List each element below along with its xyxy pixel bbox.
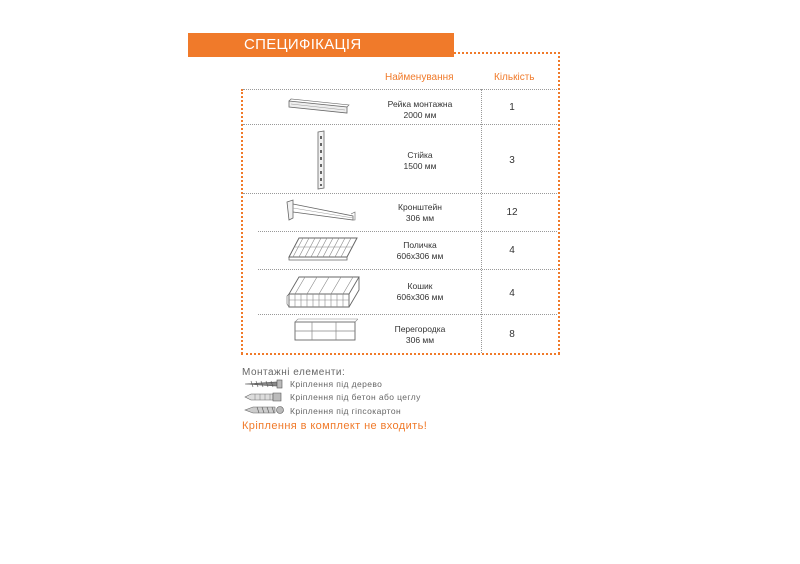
frame-top-border bbox=[454, 52, 560, 54]
frame-right-border bbox=[558, 52, 560, 354]
item-name: Кронштейн bbox=[398, 202, 442, 212]
mounting-warning: Кріплення в комплект не входить! bbox=[242, 420, 428, 432]
mounting-title: Монтажні елементи: bbox=[242, 367, 346, 378]
frame-bottom-border bbox=[241, 353, 560, 355]
item-size: 306 мм bbox=[405, 213, 435, 223]
table-row bbox=[375, 99, 465, 121]
row-separator bbox=[258, 231, 557, 232]
item-size: 306 мм bbox=[405, 335, 435, 345]
divider-icon bbox=[292, 318, 358, 344]
mounting-item-label: Кріплення під дерево bbox=[290, 379, 383, 389]
mounting-rail-icon bbox=[287, 97, 351, 117]
bracket-icon bbox=[283, 198, 359, 224]
item-qty: 1 bbox=[509, 102, 515, 113]
wire-shelf-icon bbox=[285, 235, 361, 263]
item-qty: 4 bbox=[509, 245, 515, 256]
item-name: Стійка bbox=[407, 150, 433, 160]
column-separator bbox=[481, 89, 482, 353]
table-row bbox=[375, 281, 465, 303]
item-size: 2000 мм bbox=[403, 110, 437, 120]
item-qty: 4 bbox=[509, 288, 515, 299]
drywall-anchor-icon bbox=[243, 404, 287, 416]
screw-icon bbox=[243, 378, 287, 390]
row-separator bbox=[243, 89, 557, 90]
item-name: Поличка bbox=[403, 240, 437, 250]
page-title: СПЕЦИФІКАЦІЯ bbox=[244, 36, 362, 53]
item-size: 606х306 мм bbox=[396, 251, 444, 261]
upright-icon bbox=[314, 130, 330, 190]
row-separator bbox=[243, 124, 557, 125]
item-size: 606х306 мм bbox=[396, 292, 444, 302]
row-separator bbox=[243, 193, 557, 194]
frame-left-border bbox=[241, 89, 243, 354]
mounting-item-label: Кріплення під гіпсокартон bbox=[290, 406, 402, 416]
table-row bbox=[375, 202, 465, 224]
column-header-name: Найменування bbox=[385, 72, 454, 83]
row-separator bbox=[258, 314, 557, 315]
row-separator bbox=[258, 269, 557, 270]
item-qty: 3 bbox=[509, 155, 515, 166]
mounting-item-label: Кріплення під бетон або цеглу bbox=[290, 392, 421, 402]
item-name: Кошик bbox=[407, 281, 433, 291]
table-row bbox=[375, 324, 465, 346]
column-header-qty: Кількість bbox=[494, 72, 535, 83]
item-qty: 12 bbox=[506, 207, 518, 218]
item-name: Рейка монтажна bbox=[387, 99, 453, 109]
item-name: Перегородка bbox=[394, 324, 446, 334]
table-row bbox=[375, 240, 465, 262]
item-size: 1500 мм bbox=[403, 161, 437, 171]
wire-basket-icon bbox=[283, 274, 363, 310]
dowel-icon bbox=[243, 391, 287, 403]
table-row bbox=[375, 150, 465, 172]
item-qty: 8 bbox=[509, 329, 515, 340]
